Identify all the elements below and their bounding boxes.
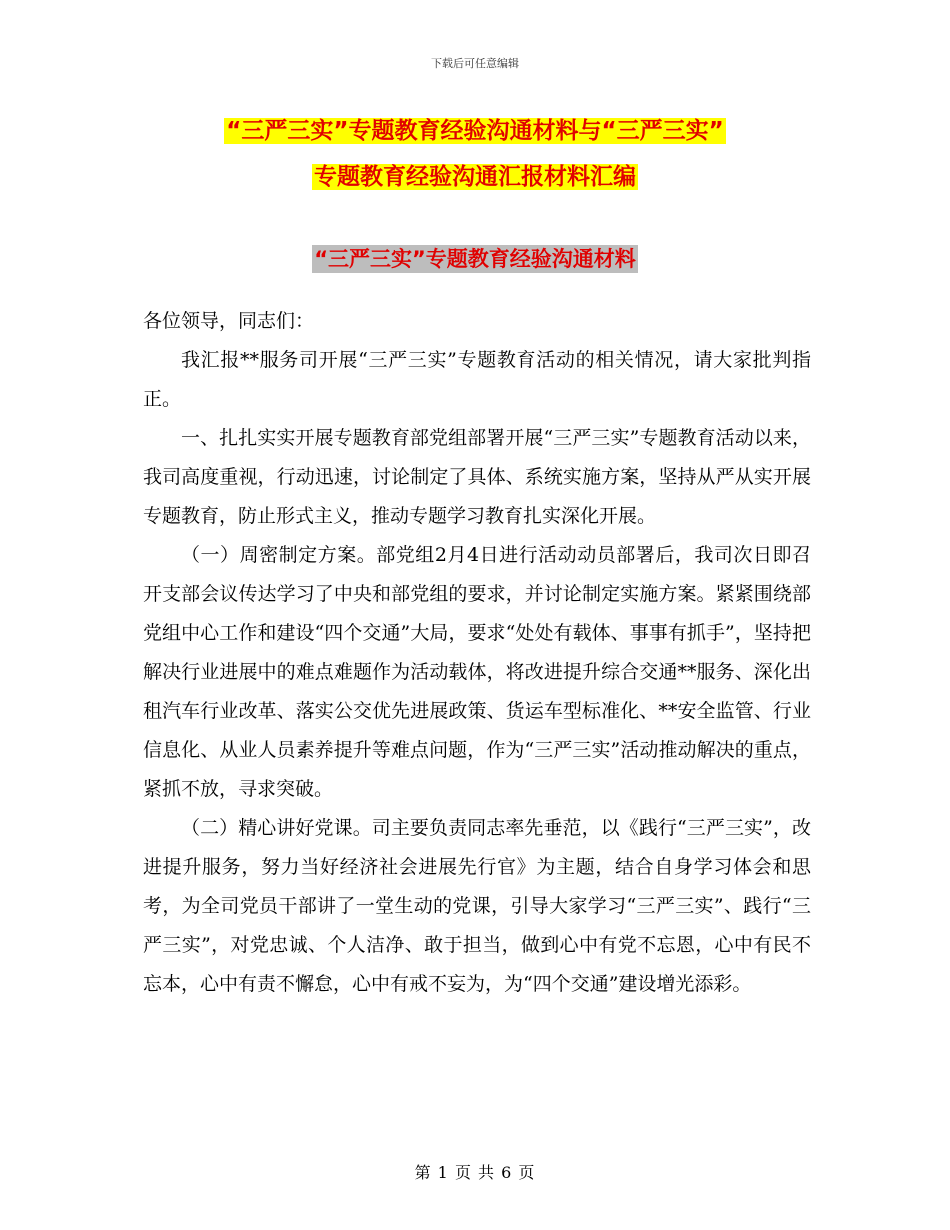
paragraph-intro: 我汇报**服务司开展“三严三实”专题教育活动的相关情况，请大家批判指正。 xyxy=(143,349,811,410)
section-title xyxy=(0,243,950,273)
document-title-line-1: “三严三实”专题教育经验沟通材料与“三严三实” xyxy=(226,118,724,144)
document-title-line-2: 专题教育经验沟通汇报材料汇编 xyxy=(314,164,636,190)
page-header-note: 下载后可任意编辑 xyxy=(431,57,519,70)
paragraph-section-1: 一、扎扎实实开展专题教育部党组部署开展“三严三实”专题教育活动以来，我司高度重视，行动迅速，讨论制定了具体、系统实施方案，坚持从严从实开展专题教育，防止形式主义，推动专题学习教育扎实深化开展。 xyxy=(143,427,811,527)
paragraph-plan: （一）周密制定方案。部党组2月4日进行活动动员部署后，我司次日即召开支部会议传达学习了中央和部党组的要求，并讨论制定实施方案。紧紧围绕部党组中心工作和建设“四个交通”大局，要求“处处有载体、事事有抓手”，坚持把解决行业进展中的难点难题作为活动载体，将改进提升综合交通**服务、深化出租汽车行业改革、落实公交优先进展政策、货运车型标准化、**安全监管、行业信息化、从业人员素养提升等难点问题，作为“三严三实”活动推动解决的重点，紧抓不放，寻求突破。 xyxy=(143,544,811,800)
document-body xyxy=(143,302,811,1004)
paragraph-lecture: （二）精心讲好党课。司主要负责同志率先垂范，以《践行“三严三实”，改进提升服务，努力当好经济社会进展先行官》为主题，结合自身学习体会和思考，为全司党员干部讲了一堂生动的党课，引导大家学习“三严三实”、践行“三严三实”，对党忠诚、个人洁净、敢于担当，做到心中有党不忘恩，心中有民不忘本，心中有责不懈怠，心中有戒不妄为，为“四个交通”建设增光添彩。 xyxy=(143,817,811,995)
salutation: 各位领导，同志们： xyxy=(143,310,315,332)
document-title xyxy=(0,108,950,200)
section-title-text: “三严三实”专题教育经验沟通材料 xyxy=(314,247,636,271)
page-footer: 第 1 页 共 6 页 xyxy=(414,1163,536,1182)
